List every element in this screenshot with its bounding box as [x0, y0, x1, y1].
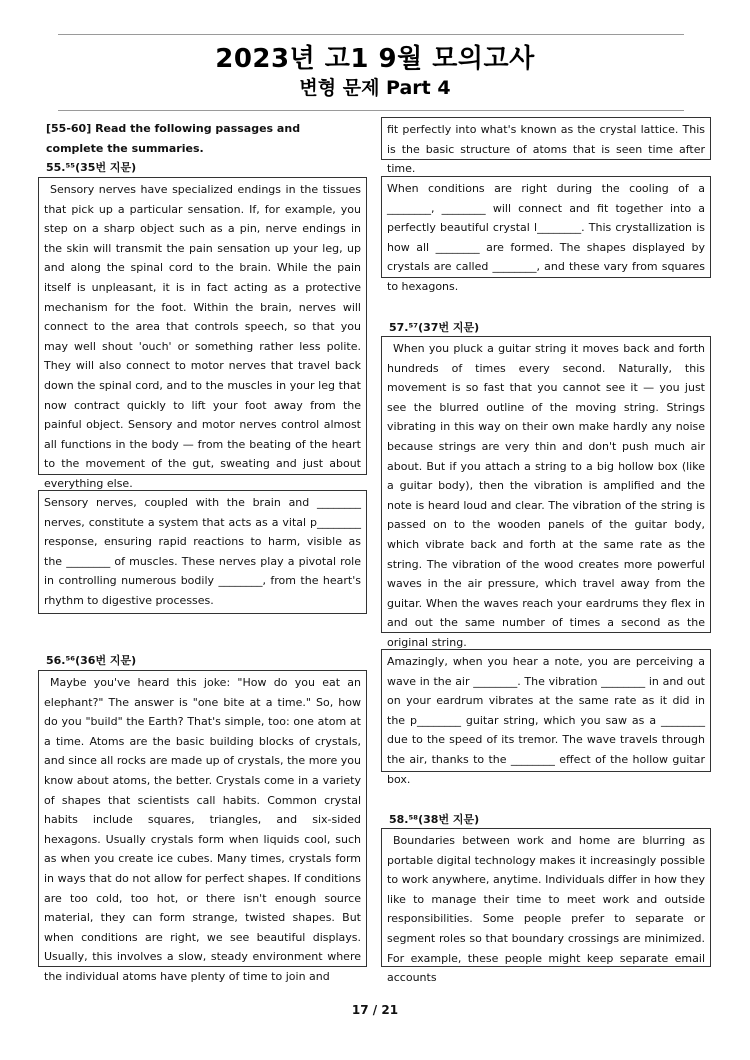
- page-number: 17 / 21: [351, 1003, 399, 1017]
- q56-summary: When conditions are right during the cooling of a ________, ________ will connect and fit together into a perfectly beautiful crystal l________. This crystallization is how all ________ are formed. The shapes displayed by crystals are called ________, and these vary from squares to hexagons.: [381, 176, 711, 278]
- page-title: 2023년 고1 9월 모의고사: [215, 44, 535, 74]
- q57-summary: Amazingly, when you hear a note, you are perceiving a wave in the air ________. The vibration ________ in and out on your eardrum vibrates at the same rate as it did in the p________ guitar string, which you saw as a ________ due to the speed of its tremor. The wave travels through the air, thanks to the ________ effect of the hollow guitar box.: [381, 649, 711, 772]
- q55-summary: Sensory nerves, coupled with the brain and ________ nerves, constitute a system that acts as a vital p________ response, ensuring rapid reactions to harm, visible as the ________ of muscles. These nerves play a pivotal role in controlling numerous bodily ________, from the heart's rhythm to digestive processes.: [38, 490, 367, 614]
- q55-passage: Sensory nerves have specialized endings in the tissues that pick up a particular sensation. If, for example, you step on a sharp object such as a pin, nerve endings in the skin will transmit the pain sensation up your leg, up and along the spinal cord to the brain. While the pain itself is unpleasant, it is in fact acting as a protective mechanism for the foot. Within the brain, nerves will connect to the area that controls speech, so that you may well shout 'ouch' or something rather less polite. They will also connect to motor nerves that travel back down the spinal cord, and to the muscles in your leg that now contract quickly to lift your foot away from the painful object. Sensory and motor nerves control almost all functions in the body — from the beating of the heart to the movement of the gut, sweating and just about everything else.: [38, 177, 367, 475]
- header-rule: [58, 110, 684, 111]
- instructions: [55-60] Read the following passages and complete the summaries.: [46, 122, 301, 155]
- q57-passage: When you pluck a guitar string it moves back and forth hundreds of times every second. Naturally, this movement is so fast that you cannot see it — you just see the blurred outline of the moving string. Strings vibrating in this way on their own make hardly any noise because strings are very thin and don't push much air about. But if you attach a string to a big hollow box (like a guitar body), then the vibration is amplified and the note is heard loud and clear. The vibration of the string is passed on to the wooden panels of the guitar body, which vibrate back and forth at the same rate as the string. The vibration of the wood creates more powerful waves in the air pressure, which travel away from the guitar. When the waves reach your eardrums they flex in and out the same number of times a second as the original string.: [381, 336, 711, 633]
- q55-label: 55.⁵⁵(35번 지문): [46, 161, 137, 174]
- top-rule: [58, 34, 684, 35]
- q57-label: 57.⁵⁷(37번 지문): [389, 321, 480, 334]
- q58-passage: Boundaries between work and home are blurring as portable digital technology makes it increasingly possible to work anywhere, anytime. Individuals differ in how they like to manage their time to meet work and outside responsibilities. Some people prefer to separate or segment roles so that boundary crossings are minimized. For example, these people might keep separate email accounts: [381, 828, 711, 967]
- q56-label: 56.⁵⁶(36번 지문): [46, 654, 137, 667]
- q58-label: 58.⁵⁸(38번 지문): [389, 813, 480, 826]
- q56-passage-continued: fit perfectly into what's known as the crystal lattice. This is the basic structure of atoms that is seen time after time.: [381, 117, 711, 160]
- q56-passage: Maybe you've heard this joke: "How do you eat an elephant?" The answer is "one bite at a time." So, how do you "build" the Earth? That's simple, too: one atom at a time. Atoms are the basic building blocks of crystals, and since all rocks are made up of crystals, the more you know about atoms, the better. Crystals come in a variety of shapes that scientists call habits. Common crystal habits include squares, triangles, and six-sided hexagons. Usually crystals form when liquids cool, such as when you create ice cubes. Many times, crystals form in ways that do not allow for perfect shapes. If conditions are too cold, too hot, or there isn't enough source material, they can form strange, twisted shapes. But when conditions are right, we see beautiful displays. Usually, this involves a slow, steady environment where the individual atoms have plenty of time to join and: [38, 670, 367, 967]
- page-subtitle: 변형 문제 Part 4: [299, 77, 451, 99]
